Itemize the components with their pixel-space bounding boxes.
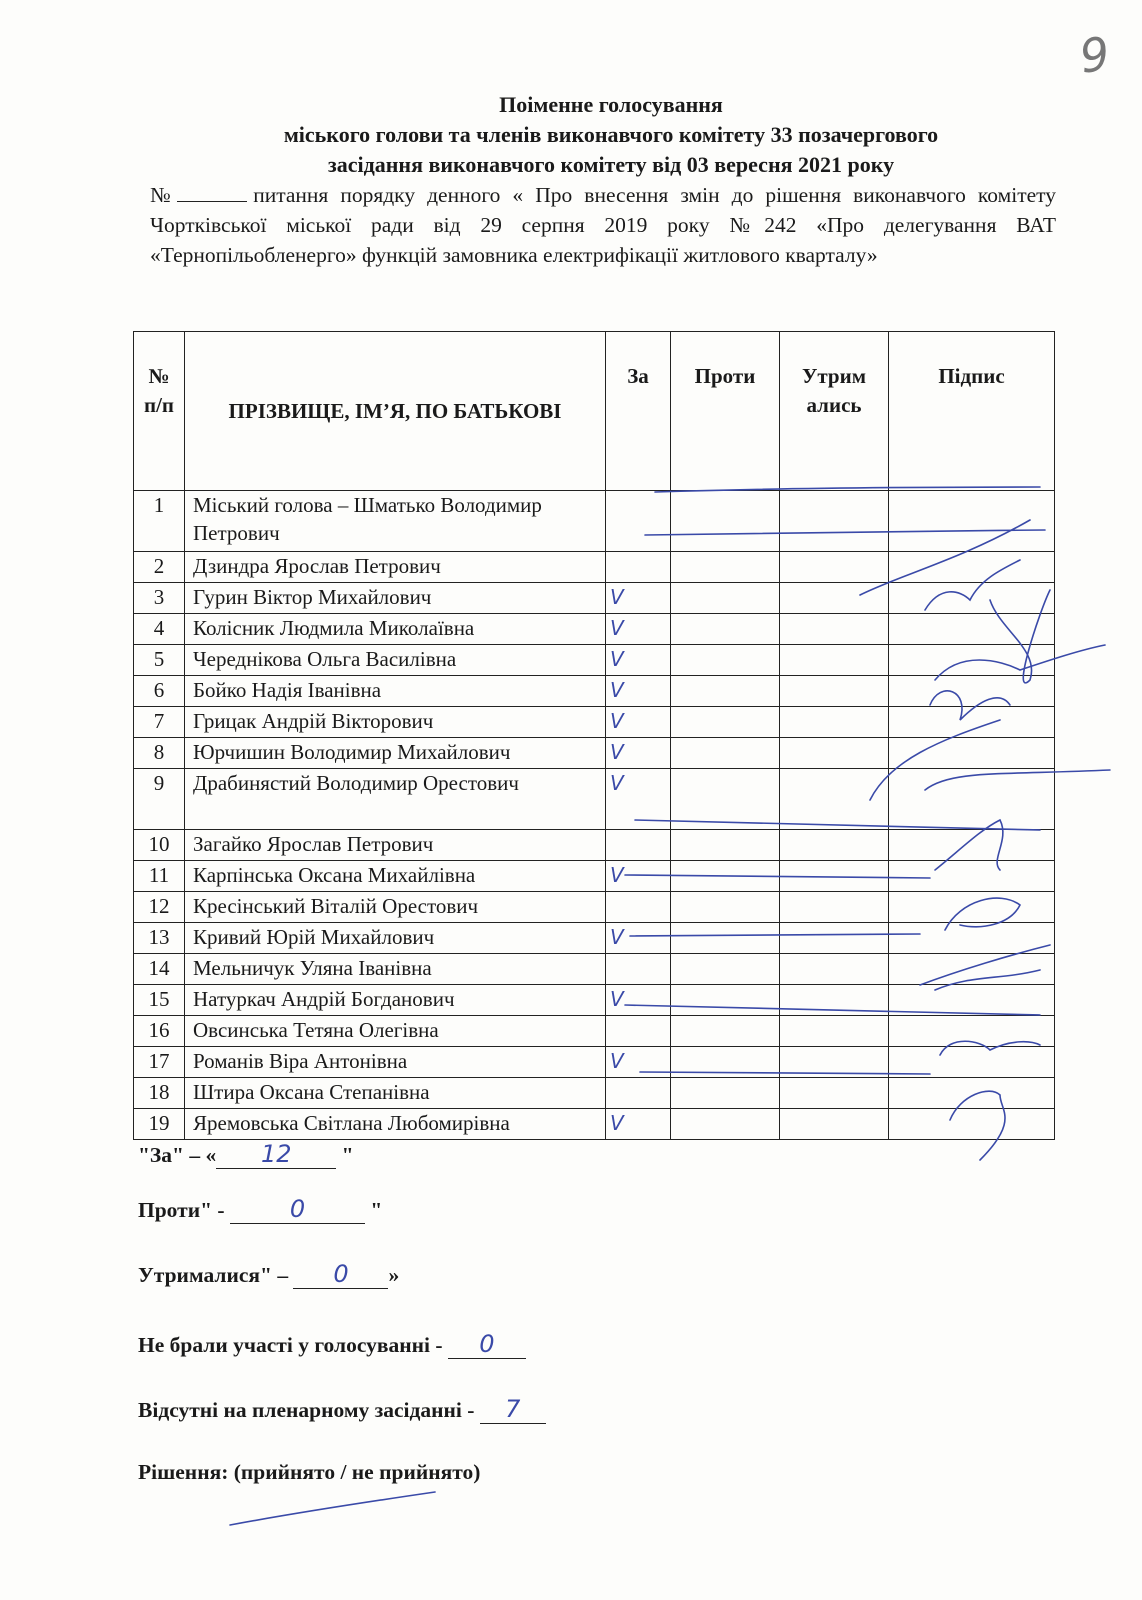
row-number: 5	[134, 645, 185, 676]
vote-proty	[671, 1047, 780, 1078]
vote-utrymalys	[780, 861, 889, 892]
signature-cell	[889, 954, 1055, 985]
vote-proty	[671, 830, 780, 861]
vote-za: V	[606, 1047, 671, 1078]
signature-cell	[889, 1109, 1055, 1140]
vote-proty	[671, 552, 780, 583]
table-row	[134, 614, 1055, 645]
agenda-item	[150, 180, 1056, 270]
vote-za	[606, 1078, 671, 1109]
member-name: Міський голова – Шматько Володимир Петрович	[185, 491, 606, 552]
vote-proty	[671, 861, 780, 892]
table-row	[134, 954, 1055, 985]
vote-za: V	[606, 861, 671, 892]
row-number: 2	[134, 552, 185, 583]
vote-utrymalys	[780, 769, 889, 830]
vote-utrymalys	[780, 1109, 889, 1140]
table-row	[134, 892, 1055, 923]
summary-rishennia: Рішення: (прийнято / не прийнято)	[138, 1460, 481, 1484]
signature-cell	[889, 738, 1055, 769]
table-row	[134, 552, 1055, 583]
signature-cell	[889, 552, 1055, 583]
row-number: 7	[134, 707, 185, 738]
vote-za	[606, 552, 671, 583]
member-name: Грицак Андрій Вікторович	[185, 707, 606, 738]
vote-proty	[671, 645, 780, 676]
document-subtitle-line1: міського голови та членів виконавчого комітету 33 позачергового	[283, 122, 939, 147]
row-number: 12	[134, 892, 185, 923]
signature-cell	[889, 1078, 1055, 1109]
row-number: 15	[134, 985, 185, 1016]
table-row	[134, 769, 1055, 830]
table-row	[134, 861, 1055, 892]
member-name: Колісник Людмила Миколаївна	[185, 614, 606, 645]
signature-cell	[889, 892, 1055, 923]
vote-proty	[671, 892, 780, 923]
signature-cell	[889, 707, 1055, 738]
member-name: Карпінська Оксана Михайлівна	[185, 861, 606, 892]
vote-proty	[671, 614, 780, 645]
vote-utrymalys	[780, 614, 889, 645]
vote-utrymalys	[780, 923, 889, 954]
utrymalys-count: 0	[293, 1260, 388, 1289]
vote-za	[606, 954, 671, 985]
row-number: 13	[134, 923, 185, 954]
member-name: Гурин Віктор Михайлович	[185, 583, 606, 614]
member-name: Кривий Юрій Михайлович	[185, 923, 606, 954]
member-name: Романів Віра Антонівна	[185, 1047, 606, 1078]
member-name: Дзиндра Ярослав Петрович	[185, 552, 606, 583]
member-name: Яремовська Світлана Любомирівна	[185, 1109, 606, 1140]
ne-braly-count: 0	[448, 1330, 526, 1359]
summary-vidsutni: Відсутні на пленарному засіданні - 7	[138, 1395, 546, 1424]
member-name: Овсинська Тетяна Олегівна	[185, 1016, 606, 1047]
vote-utrymalys	[780, 552, 889, 583]
vote-utrymalys	[780, 583, 889, 614]
row-number: 18	[134, 1078, 185, 1109]
table-row	[134, 738, 1055, 769]
vote-za: V	[606, 738, 671, 769]
vidsutni-count: 7	[480, 1395, 546, 1424]
agenda-number-blank	[177, 181, 247, 202]
table-row	[134, 1109, 1055, 1140]
signature-cell	[889, 830, 1055, 861]
member-name: Кресінський Віталій Орестович	[185, 892, 606, 923]
underline-rishennia	[230, 1492, 435, 1525]
vote-proty	[671, 707, 780, 738]
header-num: № п/п	[134, 332, 185, 491]
vote-za: V	[606, 923, 671, 954]
table-header-row	[134, 332, 1055, 491]
vote-utrymalys	[780, 738, 889, 769]
table-row	[134, 985, 1055, 1016]
table-row	[134, 583, 1055, 614]
vote-proty	[671, 923, 780, 954]
vote-za: V	[606, 1109, 671, 1140]
vote-za: V	[606, 583, 671, 614]
vote-za	[606, 830, 671, 861]
table-row	[134, 1078, 1055, 1109]
vote-za: V	[606, 614, 671, 645]
signature-cell	[889, 676, 1055, 707]
header-utrymalys: Утрим ались	[780, 332, 889, 491]
vote-proty	[671, 1016, 780, 1047]
row-number: 16	[134, 1016, 185, 1047]
header-za: За	[606, 332, 671, 491]
signature-cell	[889, 985, 1055, 1016]
vote-proty	[671, 769, 780, 830]
signature-cell	[889, 923, 1055, 954]
vote-utrymalys	[780, 645, 889, 676]
signature-cell	[889, 614, 1055, 645]
member-name: Череднікова Ольга Василівна	[185, 645, 606, 676]
vote-za: V	[606, 676, 671, 707]
vote-proty	[671, 676, 780, 707]
vote-utrymalys	[780, 676, 889, 707]
signature-cell	[889, 861, 1055, 892]
header-name: ПРІЗВИЩЕ, ІМ’Я, ПО БАТЬКОВІ	[185, 332, 606, 491]
row-number: 11	[134, 861, 185, 892]
vote-za	[606, 491, 671, 552]
row-number: 10	[134, 830, 185, 861]
row-number: 4	[134, 614, 185, 645]
member-name: Загайко Ярослав Петрович	[185, 830, 606, 861]
vote-utrymalys	[780, 830, 889, 861]
vote-utrymalys	[780, 1078, 889, 1109]
document-title: Поіменне голосування	[499, 92, 723, 117]
vote-za	[606, 892, 671, 923]
header-proty: Проти	[671, 332, 780, 491]
vote-za	[606, 1016, 671, 1047]
member-name: Штира Оксана Степанівна	[185, 1078, 606, 1109]
table-row	[134, 830, 1055, 861]
vote-proty	[671, 985, 780, 1016]
signature-cell	[889, 645, 1055, 676]
vote-proty	[671, 491, 780, 552]
vote-za: V	[606, 707, 671, 738]
row-number: 6	[134, 676, 185, 707]
vote-za: V	[606, 985, 671, 1016]
voting-table	[133, 331, 1055, 1140]
table-row	[134, 676, 1055, 707]
row-number: 14	[134, 954, 185, 985]
page-number: 9	[1076, 26, 1113, 84]
vote-za: V	[606, 769, 671, 830]
summary-proty: Проти" - 0 "	[138, 1195, 383, 1223]
signature-cell	[889, 491, 1055, 552]
table-row	[134, 707, 1055, 738]
agenda-prefix: №	[150, 183, 178, 207]
signature-cell	[889, 583, 1055, 614]
member-name: Мельничук Уляна Іванівна	[185, 954, 606, 985]
proty-count: 0	[230, 1195, 365, 1224]
table-row	[134, 1016, 1055, 1047]
row-number: 1	[134, 491, 185, 552]
za-count: 12	[216, 1140, 336, 1169]
table-row	[134, 491, 1055, 552]
document-subtitle-line2: засідання виконавчого комітету від 03 вересня 2021 року	[327, 152, 895, 177]
vote-utrymalys	[780, 707, 889, 738]
table-row	[134, 923, 1055, 954]
header-pidpys: Підпис	[889, 332, 1055, 491]
vote-proty	[671, 954, 780, 985]
signature-cell	[889, 769, 1055, 830]
vote-utrymalys	[780, 491, 889, 552]
member-name: Бойко Надія Іванівна	[185, 676, 606, 707]
signature-cell	[889, 1016, 1055, 1047]
summary-za: "За" – « 12 "	[138, 1140, 354, 1168]
vote-proty	[671, 583, 780, 614]
member-name: Юрчишин Володимир Михайлович	[185, 738, 606, 769]
row-number: 19	[134, 1109, 185, 1140]
row-number: 9	[134, 769, 185, 830]
summary-ne-braly: Не брали участі у голосуванні - 0	[138, 1330, 526, 1359]
agenda-text: питання порядку денного « Про внесення змін до рішення виконавчого комітету Чортківської міської ради від 29 серпня 2019 року №242 «Про делегування ВАТ «Тернопільобленерго» функцій замовника електрифікації житлового кварталу»	[150, 183, 1057, 267]
vote-utrymalys	[780, 892, 889, 923]
vote-za: V	[606, 645, 671, 676]
vote-proty	[671, 738, 780, 769]
vote-proty	[671, 1109, 780, 1140]
vote-utrymalys	[780, 1016, 889, 1047]
signature-cell	[889, 1047, 1055, 1078]
vote-utrymalys	[780, 1047, 889, 1078]
table-row	[134, 1047, 1055, 1078]
member-name: Натуркач Андрій Богданович	[185, 985, 606, 1016]
vote-utrymalys	[780, 985, 889, 1016]
member-name: Драбинястий Володимир Орестович	[185, 769, 606, 830]
row-number: 3	[134, 583, 185, 614]
row-number: 17	[134, 1047, 185, 1078]
vote-utrymalys	[780, 954, 889, 985]
row-number: 8	[134, 738, 185, 769]
vote-proty	[671, 1078, 780, 1109]
summary-utrymalys: Утрималися" – 0 »	[138, 1260, 400, 1288]
table-row	[134, 645, 1055, 676]
